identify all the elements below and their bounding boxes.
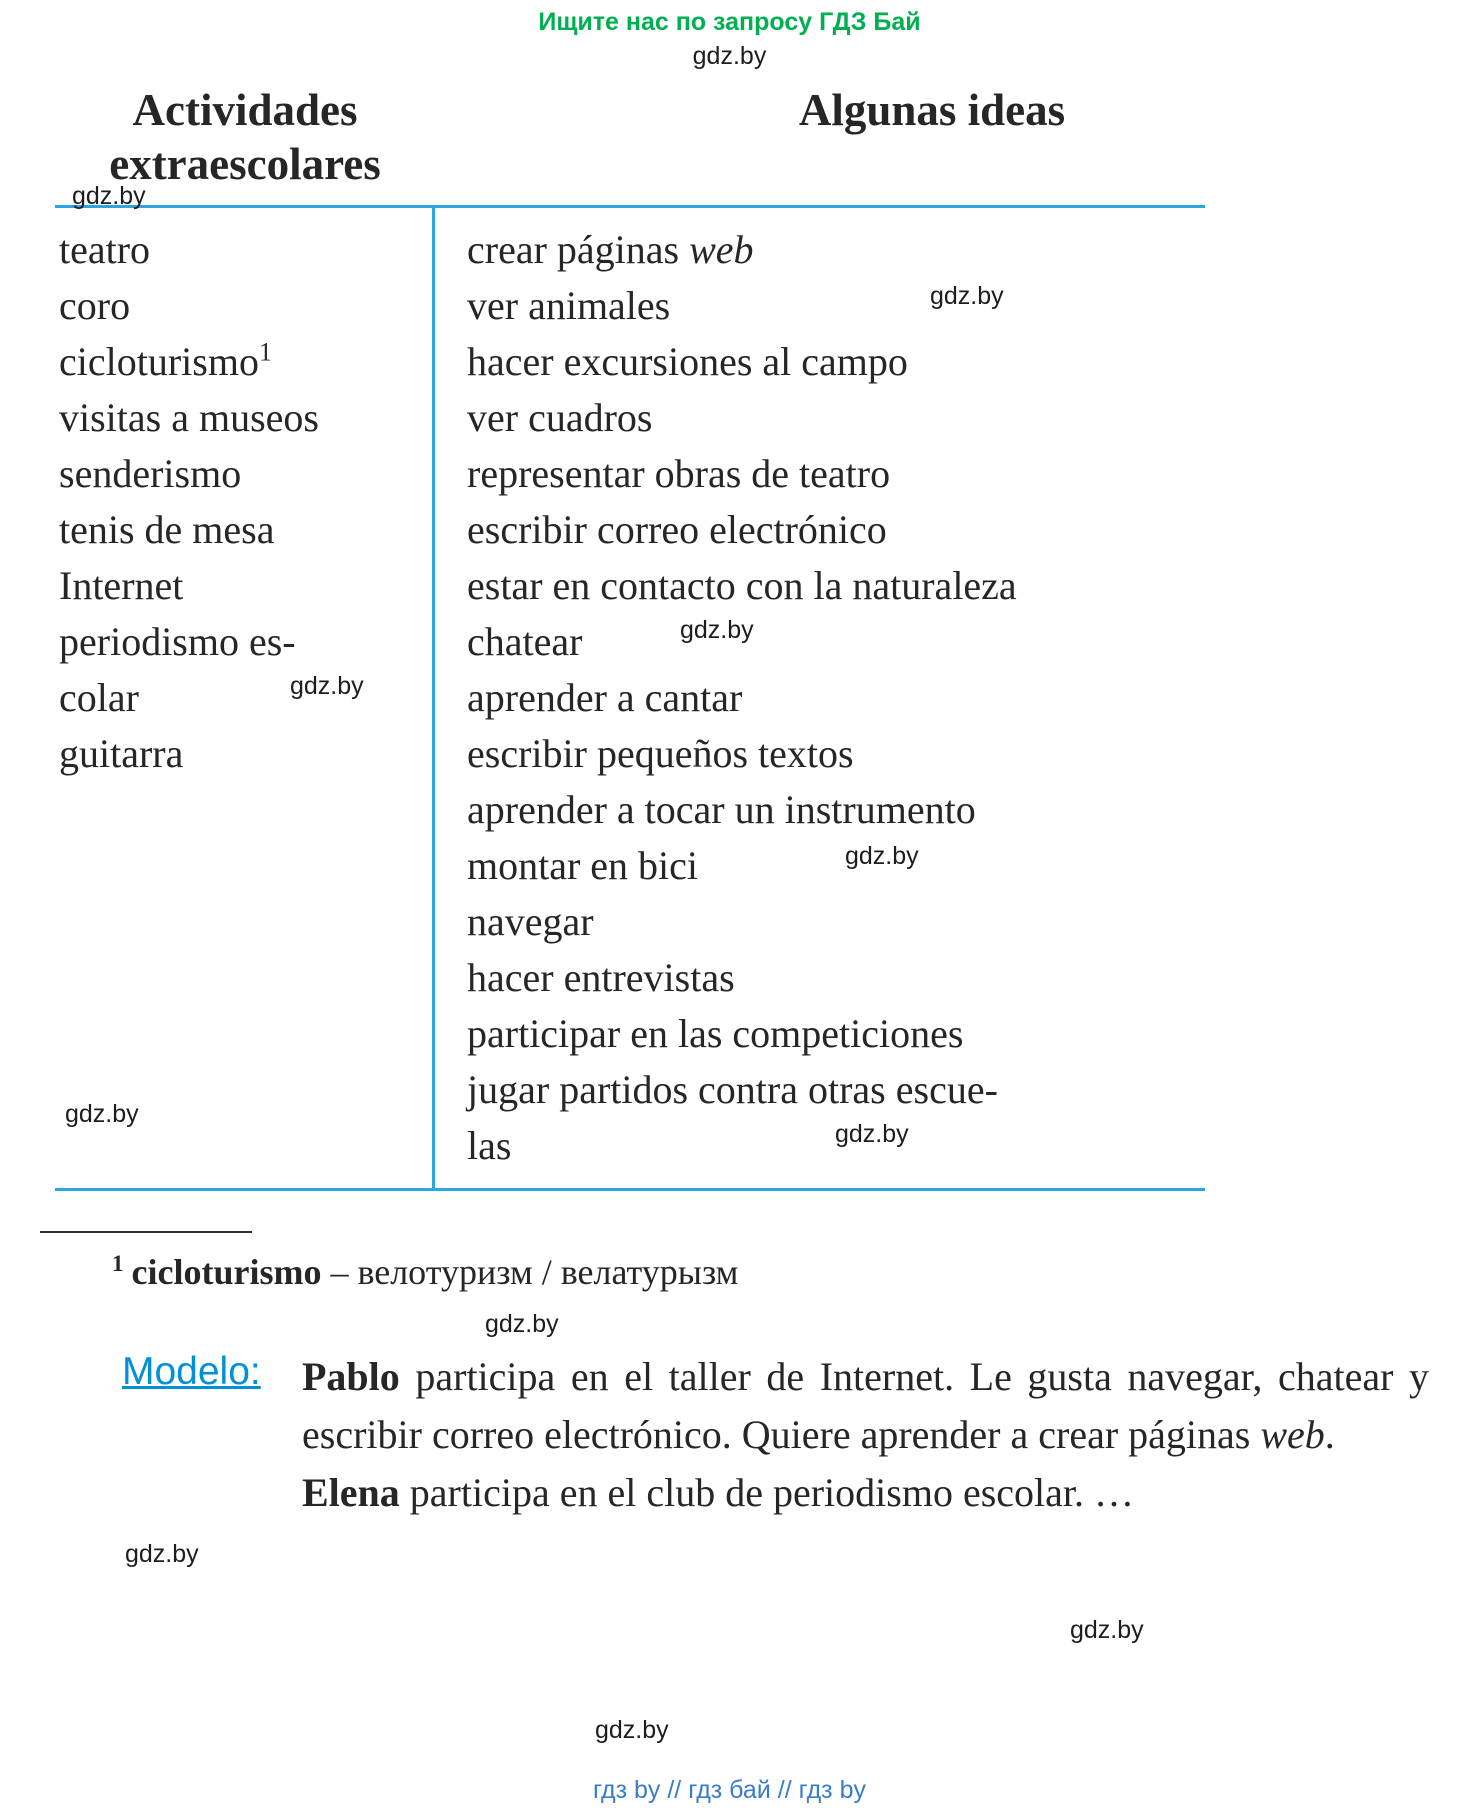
list-item: representar obras de teatro [467,451,891,496]
column-headers [55,83,1429,191]
list-item: jugar partidos contra otras escue- [467,1067,998,1112]
modelo-section [122,1348,1429,1522]
list-item: coro [59,283,131,328]
list-item: periodismo es- [59,619,296,664]
list-item: participar en las competiciones [467,1011,964,1056]
footnote [112,1249,1459,1296]
list-item: Internet [59,563,184,608]
gdz-watermark: gdz.by [595,1716,669,1744]
list-item: las [467,1123,512,1168]
gdz-watermark: gdz.by [692,42,767,70]
elena-name: Elena [302,1469,400,1515]
right-column-header: Algunas ideas [798,85,1066,135]
gdz-watermark: gdz.by [930,282,1004,310]
pablo-text: participa en el taller de Internet. Le gusta navegar, chatear y escribir correo electrónico. Quiere aprender a crear páginas [302,1353,1429,1457]
modelo-paragraph-pablo [302,1348,1429,1464]
gdz-watermark: gdz.by [485,1310,559,1338]
list-item: navegar [467,899,594,944]
footnote-marker: 1 [258,337,272,367]
gdz-watermark: gdz.by [290,672,364,700]
list-item: escribir pequeños textos [467,731,854,776]
elena-text: participa en el club de periodismo escolar. … [399,1469,1134,1515]
list-item: tenis de mesa [59,507,275,552]
gdz-watermark: gdz.by [1070,1616,1144,1644]
pablo-period: . [1324,1411,1335,1457]
list-item [59,334,432,390]
left-column-header: Actividades extraescolares [109,85,381,189]
list-item: visitas a museos [59,395,319,440]
list-item: escribir correo electrónico [467,507,887,552]
footnote-translation: – велотуризм / велатурызм [321,1252,739,1292]
gdz-watermark: gdz.by [680,616,754,644]
footnote-separator [40,1231,252,1233]
list-item: senderismo [59,451,242,496]
list-item: montar en bici [467,843,699,888]
activities-table [55,205,1205,1191]
list-item-italic: web [689,227,754,272]
pablo-name: Pablo [302,1353,400,1399]
gdz-watermark: gdz.by [72,182,146,210]
activities-column [55,208,435,1188]
gdz-watermark: gdz.by [65,1100,139,1128]
list-item: aprender a cantar [467,675,743,720]
list-item-text: crear páginas [467,227,690,272]
list-item: hacer excursiones al campo [467,339,908,384]
list-item: teatro [59,227,151,272]
gdz-watermark: gdz.by [835,1120,909,1148]
footnote-term: cicloturismo [131,1252,322,1292]
ideas-column [435,208,1205,1188]
list-item: hacer entrevistas [467,955,735,1000]
list-item: ver cuadros [467,395,653,440]
list-item-text: cicloturismo [59,339,259,384]
modelo-label: Modelo: [122,1349,261,1393]
promo-text: Ищите нас по запросу ГДЗ Бай [538,8,921,36]
page-footer: гдз by // гдз бай // гдз by [593,1776,866,1804]
list-item: estar en contacto con la naturaleza [467,563,1017,608]
modelo-text [302,1348,1429,1522]
list-item: colar [59,675,139,720]
modelo-paragraph-elena [302,1464,1429,1522]
footnote-number: 1 [112,1251,124,1276]
pablo-web-italic: web [1260,1411,1325,1457]
list-item: aprender a tocar un instrumento [467,787,976,832]
list-item: chatear [467,619,583,664]
list-item: ver animales [467,283,671,328]
gdz-watermark: gdz.by [125,1540,199,1568]
list-item: guitarra [59,731,184,776]
list-item [467,222,1205,278]
gdz-watermark: gdz.by [845,842,919,870]
